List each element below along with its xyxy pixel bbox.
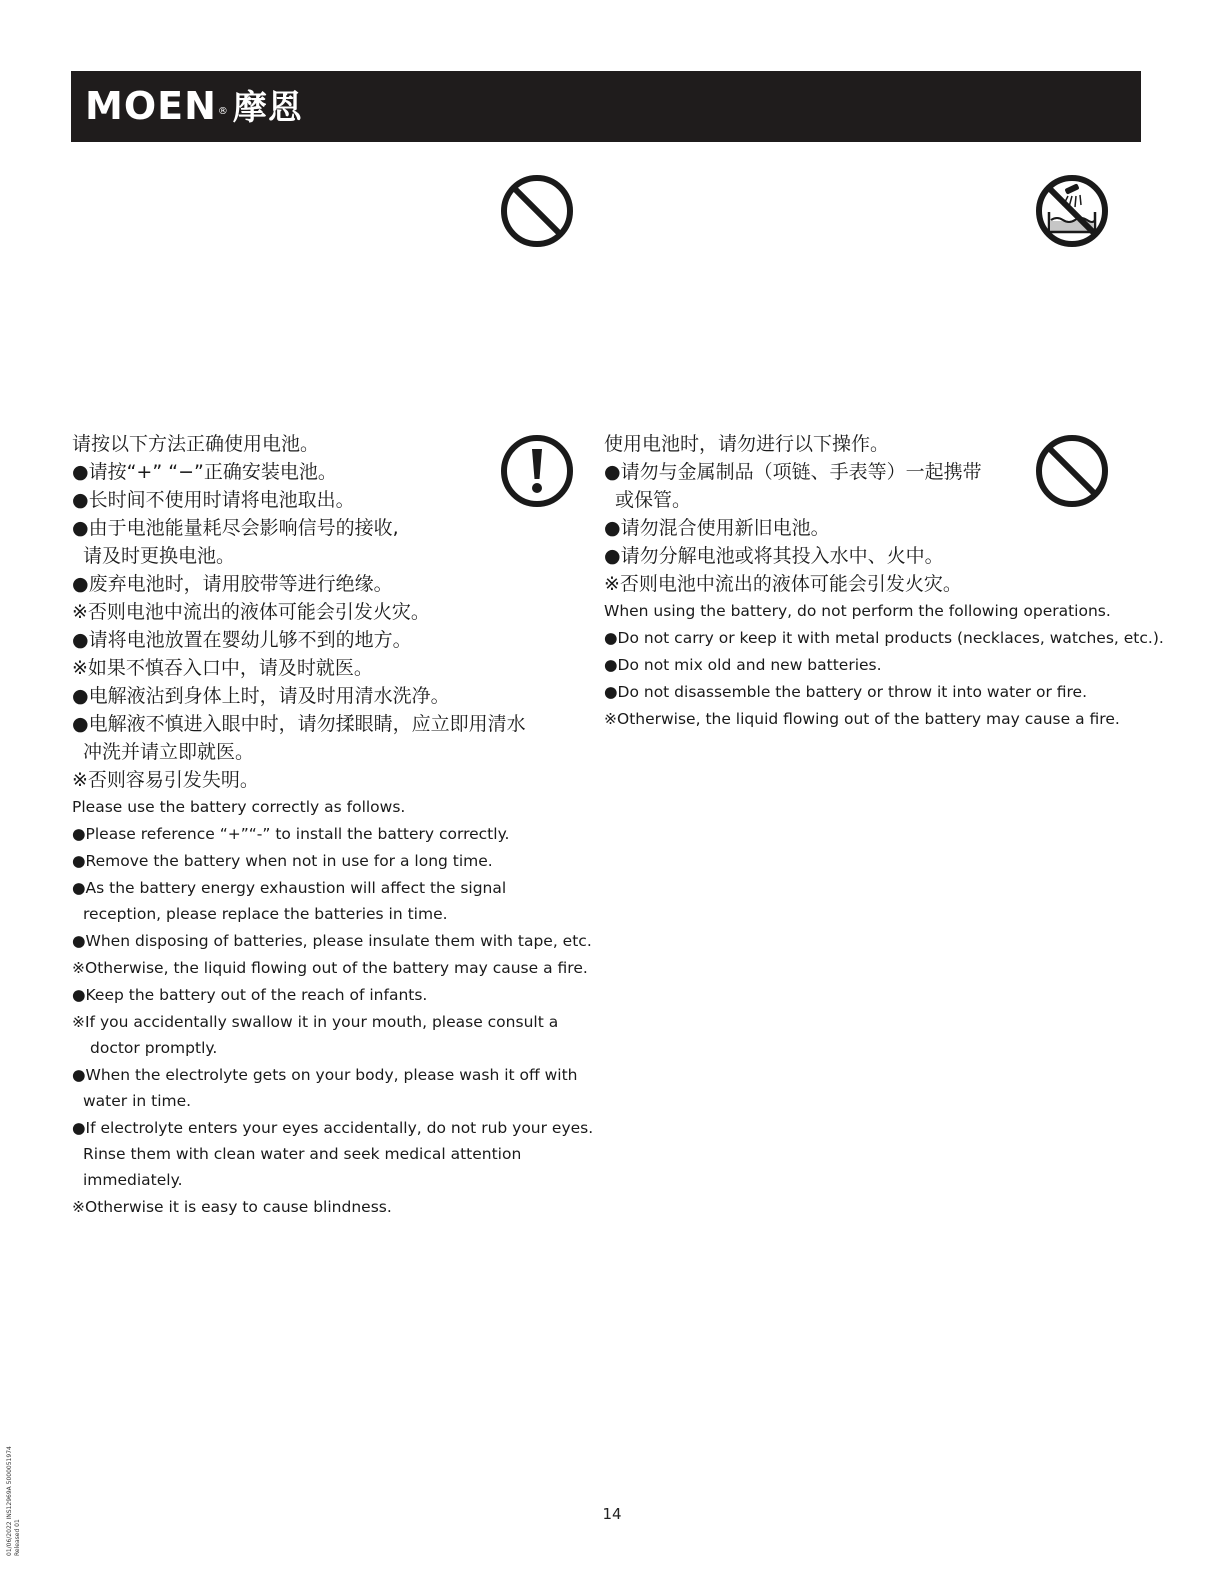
zh-bullet: ●由于电池能量耗尽会影响信号的接收, [72,517,399,539]
en-bullet-continuation: immediately. [83,1171,183,1189]
registered-mark: ® [217,106,229,117]
zh-note: ※否则电池中流出的液体可能会引发火灾。 [72,601,430,623]
zh-bullet: ●电解液沾到身体上时，请及时用清水洗净。 [72,685,450,707]
zh-bullet-continuation: 请及时更换电池。 [83,545,236,567]
zh-bullet-continuation: 冲洗并请立即就医。 [83,741,255,763]
brand-name: MOEN [85,84,217,128]
zh-bullet: ●请按“+” “−”正确安装电池。 [72,461,337,483]
en-bullet-continuation: Rinse them with clean water and seek medical attention [83,1145,522,1163]
no-shower-water-icon [1035,174,1109,248]
zh-heading: 使用电池时，请勿进行以下操作。 [604,433,890,455]
en-bullet: ●Keep the battery out of the reach of infants. [72,986,428,1004]
en-bullet: ●Remove the battery when not in use for a long time. [72,852,493,870]
zh-bullet: ●请勿混合使用新旧电池。 [604,517,830,539]
zh-bullet: ●请将电池放置在婴幼儿够不到的地方。 [72,629,412,651]
zh-note: ※否则电池中流出的液体可能会引发火灾。 [604,573,962,595]
zh-bullet: ●长时间不使用时请将电池取出。 [72,489,355,511]
en-bullet: ●If electrolyte enters your eyes accidentally, do not rub your eyes. [72,1119,594,1137]
en-bullet: ●Please reference “+”“-” to install the battery correctly. [72,825,510,843]
battery-prohibited-operations [604,430,1184,732]
prohibited-icon [500,174,574,248]
zh-bullet: ●电解液不慎进入眼中时，请勿揉眼睛，应立即用清水 [72,713,526,735]
revision-line: Released 01 [14,1519,21,1556]
zh-heading: 请按以下方法正确使用电池。 [72,433,320,455]
en-bullet: ●As the battery energy exhaustion will affect the signal [72,879,507,897]
brand-logo [85,84,303,130]
en-note-continuation: doctor promptly. [90,1039,218,1057]
en-bullet-continuation: water in time. [83,1092,192,1110]
en-bullet: ●Do not disassemble the battery or throw it into water or fire. [604,683,1088,701]
en-bullet: ●When the electrolyte gets on your body, please wash it off with [72,1066,578,1084]
document-revision-note [6,1446,22,1556]
en-note: ※If you accidentally swallow it in your mouth, please consult a [72,1013,559,1031]
zh-bullet: ●废弃电池时，请用胶带等进行绝缘。 [72,573,393,595]
en-note: ※Otherwise, the liquid flowing out of the battery may cause a fire. [604,710,1120,728]
en-bullet: ●Do not carry or keep it with metal products (necklaces, watches, etc.). [604,629,1164,647]
en-bullet-continuation: reception, please replace the batteries in time. [83,905,448,923]
en-heading: When using the battery, do not perform the following operations. [604,602,1111,620]
zh-bullet-continuation: 或保管。 [615,489,692,511]
zh-bullet: ●请勿与金属制品（项链、手表等）一起携带 [604,461,982,483]
battery-usage-instructions [72,430,592,1220]
brand-name-chinese: 摩恩 [232,88,303,128]
page-number: 14 [602,1505,622,1523]
en-bullet: ●When disposing of batteries, please insulate them with tape, etc. [72,932,592,950]
en-note: ※Otherwise, the liquid flowing out of the battery may cause a fire. [72,959,588,977]
en-note: ※Otherwise it is easy to cause blindness. [72,1198,392,1216]
en-heading: Please use the battery correctly as follows. [72,798,406,816]
zh-note: ※否则容易引发失明。 [72,769,259,791]
zh-bullet: ●请勿分解电池或将其投入水中、火中。 [604,545,944,567]
en-bullet: ●Do not mix old and new batteries. [604,656,882,674]
zh-note: ※如果不慎吞入口中，请及时就医。 [72,657,373,679]
brand-header-bar [71,71,1141,142]
revision-line: 01/06/2022 INS12969A 5000051974 [6,1446,13,1556]
